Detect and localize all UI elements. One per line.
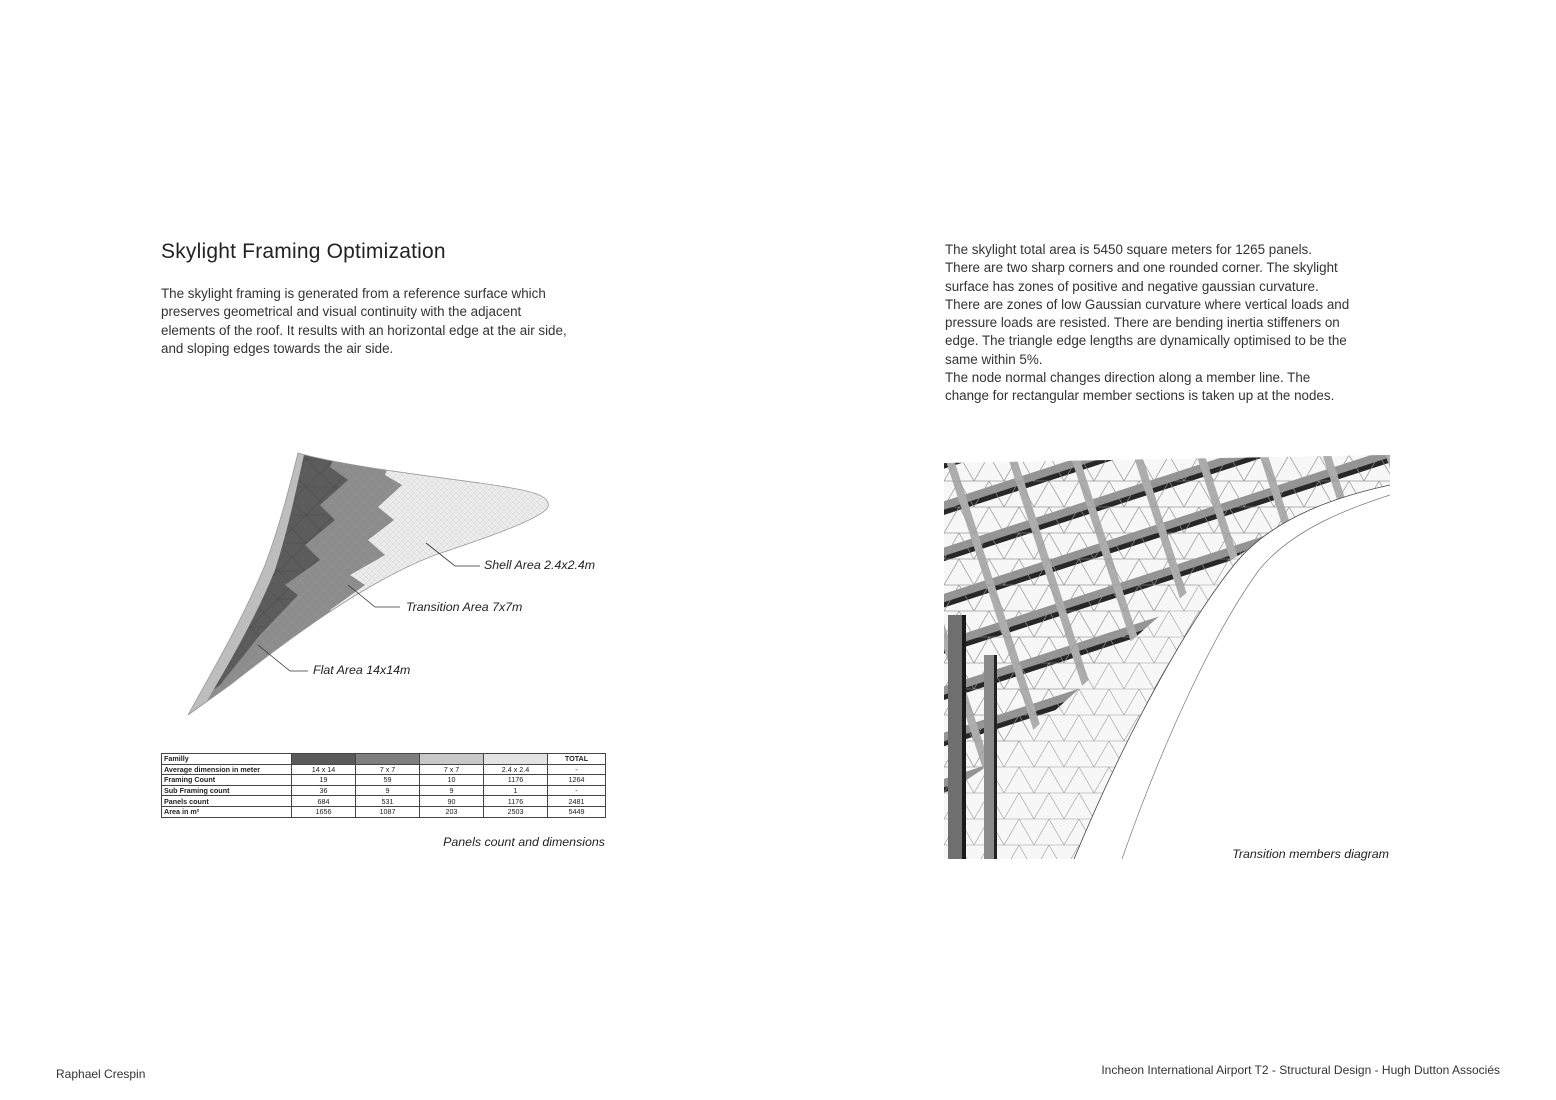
intro-paragraph (161, 285, 631, 358)
description-paragraph (945, 241, 1405, 406)
table-cell: 59 (356, 775, 420, 786)
swatch-flat (292, 754, 356, 765)
shell-surface (180, 445, 610, 725)
description-line: pressure loads are resisted. There are bending inertia stiffeners on (945, 315, 1340, 331)
table-cell: 9 (356, 785, 420, 796)
table-cell: 7 x 7 (356, 764, 420, 775)
table-cell: 9 (420, 785, 484, 796)
table-cell: - (548, 764, 606, 775)
transition-area-callout: Transition Area 7x7m (406, 600, 523, 614)
swatch-transition-dark (356, 754, 420, 765)
table-header-row (162, 754, 606, 765)
row-label: Framing Count (162, 775, 292, 786)
table-cell: 14 x 14 (292, 764, 356, 775)
intro-line: preserves geometrical and visual continuity with the adjacent (161, 304, 522, 320)
table-cell: 1656 (292, 806, 356, 817)
skylight-shell-diagram (180, 445, 610, 725)
table-cell: 531 (356, 796, 420, 807)
swatch-shell (484, 754, 548, 765)
table-row (162, 785, 606, 796)
table-cell: - (548, 785, 606, 796)
footer-project: Incheon International Airport T2 - Structural Design - Hugh Dutton Associés (1101, 1063, 1500, 1077)
panels-table (161, 753, 606, 818)
table-cell: 1 (484, 785, 548, 796)
description-line: same within 5%. (945, 351, 1043, 367)
table-cell: 1087 (356, 806, 420, 817)
intro-line: elements of the roof. It results with an horizontal edge at the air side, (161, 322, 567, 338)
swatch-transition-light (420, 754, 484, 765)
table-cell: 2.4 x 2.4 (484, 764, 548, 775)
table-cell: 684 (292, 796, 356, 807)
table-row (162, 796, 606, 807)
table-cell: 2503 (484, 806, 548, 817)
table-row (162, 764, 606, 775)
panels-caption: Panels count and dimensions (443, 835, 605, 849)
table-header-label: Familly (162, 754, 292, 765)
table-cell: 1176 (484, 796, 548, 807)
footer-author: Raphael Crespin (56, 1067, 146, 1081)
intro-line: The skylight framing is generated from a reference surface which (161, 286, 546, 301)
row-label: Sub Framing count (162, 785, 292, 796)
table-cell: 7 x 7 (420, 764, 484, 775)
description-line: change for rectangular member sections is taken up at the nodes. (945, 388, 1335, 404)
flat-area-callout: Flat Area 14x14m (313, 663, 411, 677)
page-title: Skylight Framing Optimization (161, 240, 446, 263)
table-cell: 90 (420, 796, 484, 807)
description-line: The node normal changes direction along a member line. The (945, 370, 1311, 386)
description-line: The skylight total area is 5450 square meters for 1265 panels. (945, 242, 1312, 257)
row-label: Average dimension in meter (162, 764, 292, 775)
table-cell: 1264 (548, 775, 606, 786)
table-cell: 19 (292, 775, 356, 786)
description-line: There are zones of low Gaussian curvature where vertical loads and (945, 296, 1350, 312)
table-cell: 1176 (484, 775, 548, 786)
table-cell: 36 (292, 785, 356, 796)
members-caption: Transition members diagram (1232, 847, 1389, 861)
table-cell: 203 (420, 806, 484, 817)
truss-members (944, 455, 1390, 859)
shell-area-callout: Shell Area 2.4x2.4m (484, 558, 596, 572)
table-cell: 2481 (548, 796, 606, 807)
transition-members-diagram (944, 455, 1390, 859)
description-line: edge. The triangle edge lengths are dynamically optimised to be the (945, 333, 1347, 349)
table-row (162, 775, 606, 786)
row-label: Area in m² (162, 806, 292, 817)
row-label: Panels count (162, 796, 292, 807)
intro-line: and sloping edges towards the air side. (161, 340, 394, 356)
description-line: surface has zones of positive and negative gaussian curvature. (945, 278, 1319, 294)
table-cell: 5449 (548, 806, 606, 817)
table-cell: 10 (420, 775, 484, 786)
table-header-total: TOTAL (548, 754, 606, 765)
table-row (162, 806, 606, 817)
description-line: There are two sharp corners and one rounded corner. The skylight (945, 260, 1338, 276)
